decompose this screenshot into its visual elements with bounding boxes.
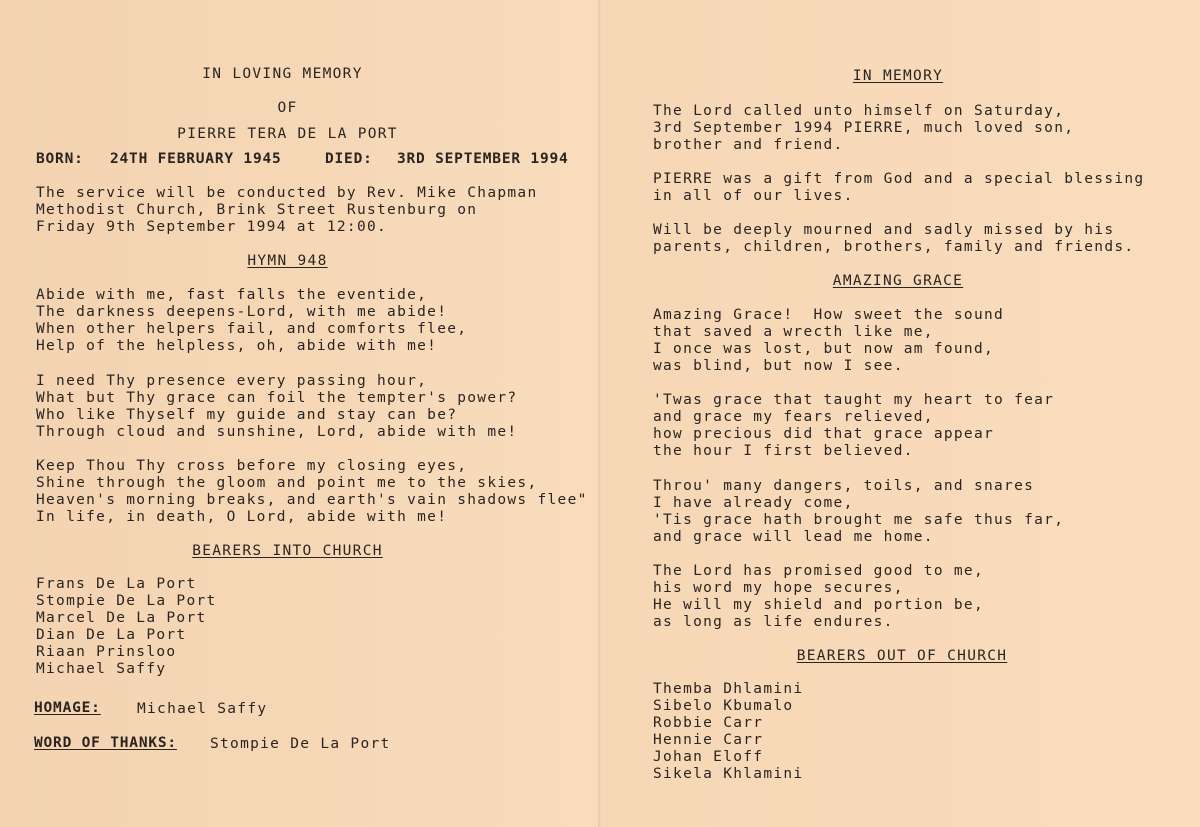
grace-line: I once was lost, but now am found, (653, 341, 995, 357)
grace-line: as long as life endures. (653, 614, 894, 630)
memory-line: PIERRE was a gift from God and a special blessing (653, 171, 1145, 187)
bearer-name: Sikela Khlamini (653, 766, 804, 782)
hymn-line: When other helpers fail, and comforts flee, (36, 321, 468, 337)
memory-line: brother and friend. (653, 137, 844, 153)
hymn-line: Shine through the gloom and point me to the skies, (36, 475, 538, 491)
grace-line: the hour I first believed. (653, 443, 914, 459)
hymn-line: Keep Thou Thy cross before my closing eyes, (36, 458, 468, 474)
service-line: Friday 9th September 1994 at 12:00. (36, 219, 388, 235)
hymn-line: Through cloud and sunshine, Lord, abide with me! (36, 424, 518, 440)
bearers-out-title: BEARERS OUT OF CHURCH (796, 648, 1008, 664)
bearer-name: Michael Saffy (36, 661, 167, 677)
heading-deceased-name: PIERRE TERA DE LA PORT (177, 126, 398, 142)
page-fold (598, 0, 602, 827)
hymn-title: HYMN 948 (247, 253, 328, 269)
born-label: BORN: (36, 151, 84, 167)
memory-line: Will be deeply mourned and sadly missed by his (653, 222, 1115, 238)
grace-line: 'Tis grace hath brought me safe thus far, (653, 512, 1065, 528)
bearer-name: Riaan Prinsloo (36, 644, 177, 660)
bearer-name: Sibelo Kbumalo (653, 698, 794, 714)
grace-line: I have already come, (653, 495, 854, 511)
hymn-line: Heaven's morning breaks, and earth's vain shadows flee" (36, 492, 588, 508)
bearer-name: Hennie Carr (653, 732, 764, 748)
bearer-name: Marcel De La Port (36, 610, 207, 626)
hymn-line: Who like Thyself my guide and stay can be? (36, 407, 458, 423)
grace-line: and grace will lead me home. (653, 529, 934, 545)
grace-line: Amazing Grace! How sweet the sound (653, 307, 1005, 323)
memory-line: in all of our lives. (653, 188, 854, 204)
memory-line: The Lord called unto himself on Saturday, (653, 103, 1065, 119)
grace-line: and grace my fears relieved, (653, 409, 934, 425)
homage-name: Michael Saffy (137, 701, 268, 717)
hymn-line: The darkness deepens-Lord, with me abide! (36, 304, 448, 320)
grace-line: 'Twas grace that taught my heart to fear (653, 392, 1055, 408)
died-date: 3RD SEPTEMBER 1994 (397, 151, 569, 167)
hymn-line: What but Thy grace can foil the tempter's power? (36, 390, 518, 406)
bearer-name: Stompie De La Port (36, 593, 217, 609)
amazing-grace-title: AMAZING GRACE (832, 273, 964, 289)
bearer-name: Frans De La Port (36, 576, 197, 592)
grace-line: The Lord has promised good to me, (653, 563, 984, 579)
bearer-name: Themba Dhlamini (653, 681, 804, 697)
service-line: Methodist Church, Brink Street Rustenburg on (36, 202, 478, 218)
hymn-line: In life, in death, O Lord, abide with me! (36, 509, 448, 525)
grace-line: was blind, but now I see. (653, 358, 904, 374)
memory-line: 3rd September 1994 PIERRE, much loved son, (653, 120, 1075, 136)
born-date: 24TH FEBRUARY 1945 (110, 151, 282, 167)
bearer-name: Dian De La Port (36, 627, 187, 643)
died-label: DIED: (325, 151, 373, 167)
hymn-line: Help of the helpless, oh, abide with me! (36, 338, 438, 354)
grace-line: his word my hope secures, (653, 580, 904, 596)
hymn-line: I need Thy presence every passing hour, (36, 373, 428, 389)
word-of-thanks-label: WORD OF THANKS: (34, 735, 177, 751)
grace-line: how precious did that grace appear (653, 426, 995, 442)
grace-line: that saved a wrecth like me, (653, 324, 934, 340)
memory-line: parents, children, brothers, family and friends. (653, 239, 1135, 255)
in-memory-title: IN MEMORY (852, 68, 944, 84)
hymn-line: Abide with me, fast falls the eventide, (36, 287, 428, 303)
word-of-thanks-name: Stompie De La Port (210, 736, 391, 752)
heading-in-loving-memory: IN LOVING MEMORY (202, 66, 363, 82)
heading-of: OF (277, 100, 298, 116)
bearer-name: Johan Eloff (653, 749, 764, 765)
service-line: The service will be conducted by Rev. Mike Chapman (36, 185, 538, 201)
grace-line: Throu' many dangers, toils, and snares (653, 478, 1035, 494)
bearer-name: Robbie Carr (653, 715, 764, 731)
bearers-in-title: BEARERS INTO CHURCH (192, 543, 383, 559)
grace-line: He will my shield and portion be, (653, 597, 984, 613)
homage-label: HOMAGE: (34, 700, 101, 716)
